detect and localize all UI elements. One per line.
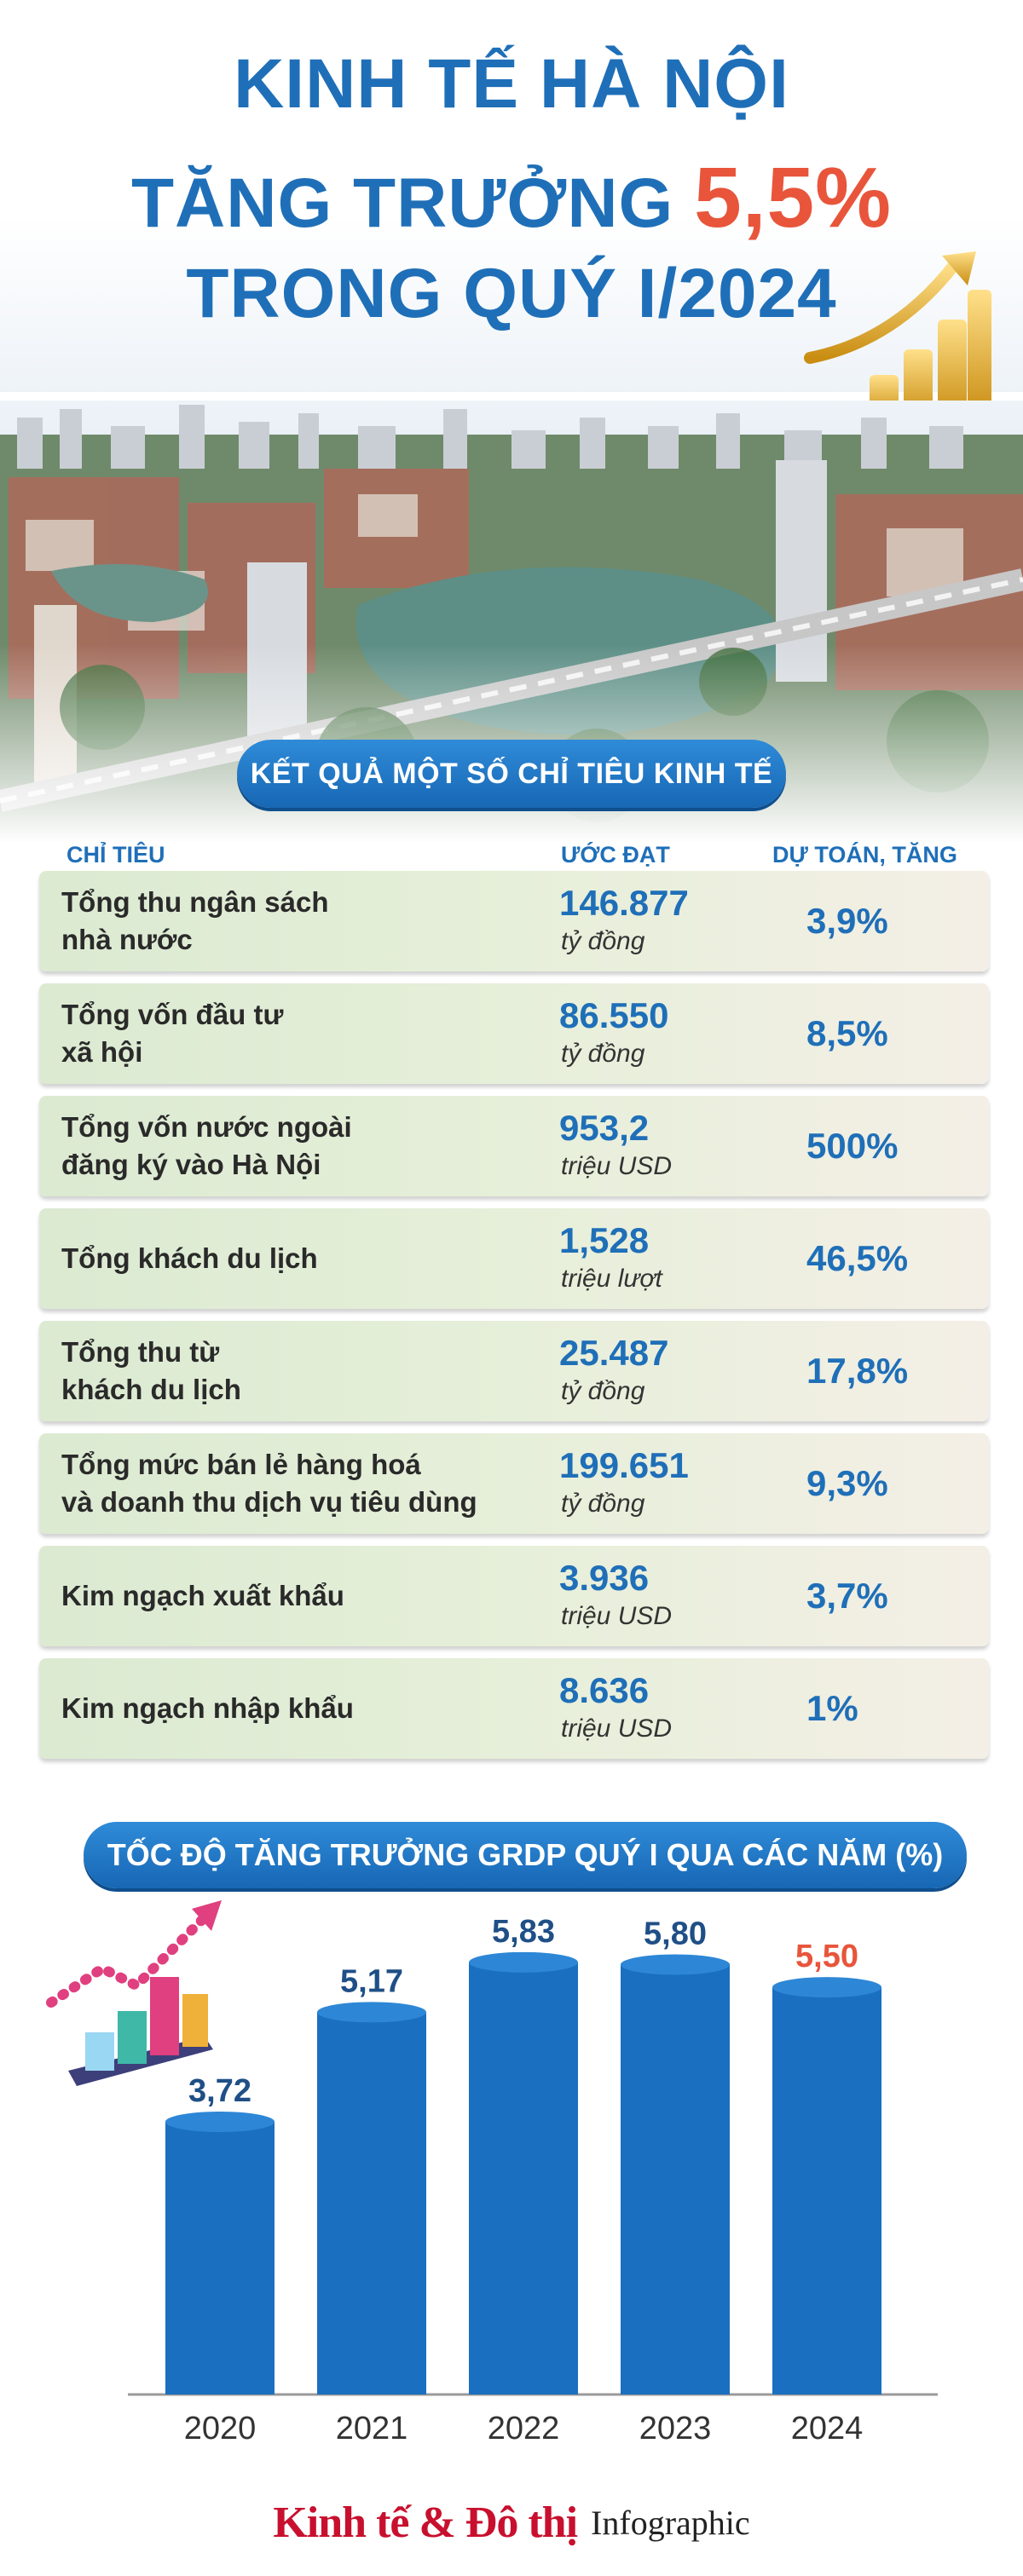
row-label: Tổng vốn đầu tư xã hội (61, 999, 284, 1068)
row-label: Tổng khách du lịch (61, 1242, 318, 1275)
row-unit: tỷ đồng (561, 927, 645, 955)
bar-cap-2020 (165, 2112, 275, 2132)
row-value: 86.550 (559, 995, 669, 1035)
bar-value-label: 5,17 (340, 1963, 403, 2000)
bar-2024 (772, 1987, 881, 2394)
brand-logo: Kinh tế & Đô thị (273, 2498, 578, 2547)
x-tick-label: 2022 (487, 2411, 560, 2446)
x-tick-label: 2021 (335, 2411, 408, 2446)
table-row (39, 871, 989, 971)
table-header-plan-increase: DỰ TOÁN, TĂNG (772, 842, 957, 867)
row-unit: tỷ đồng (561, 1377, 645, 1405)
row-percent: 500% (806, 1126, 899, 1166)
row-value: 8.636 (559, 1670, 650, 1710)
table-row (39, 1208, 989, 1309)
grdp-growth-bar-chart (0, 1892, 1023, 2454)
row-percent: 46,5% (806, 1238, 909, 1278)
table-header-estimate: ƯỚC ĐẠT (561, 842, 670, 867)
bar-2020 (165, 2122, 275, 2394)
row-label: Tổng mức bán lẻ hàng hoá và doanh thu dịch vụ tiêu dùng (61, 1449, 477, 1518)
row-label: Tổng vốn nước ngoài đăng ký vào Hà Nội (61, 1111, 352, 1180)
title-line-2-prefix: TĂNG TRƯỞNG (130, 164, 695, 242)
row-unit: tỷ đồng (561, 1490, 645, 1518)
x-tick-label: 2023 (639, 2411, 712, 2446)
bar-2022 (469, 1962, 578, 2394)
row-percent: 3,9% (806, 901, 888, 941)
table-row (39, 1658, 989, 1759)
bar-value-label: 5,80 (644, 1916, 707, 1952)
row-value: 25.487 (559, 1333, 669, 1373)
row-unit: triệu USD (561, 1602, 673, 1630)
bar-cap-2021 (317, 2002, 426, 2022)
row-value: 1,528 (559, 1220, 650, 1260)
row-percent: 9,3% (806, 1463, 888, 1503)
bar-cap-2023 (621, 1954, 730, 1974)
header (0, 0, 1023, 392)
table-header-indicator: CHỈ TIÊU (66, 842, 165, 867)
row-unit: triệu lượt (561, 1265, 662, 1293)
table-row (39, 1321, 989, 1421)
title-growth-highlight: 5,5% (694, 150, 893, 245)
x-tick-label: 2024 (790, 2411, 864, 2446)
row-label: Tổng thu từ khách du lịch (61, 1336, 241, 1405)
bar-2021 (317, 2012, 426, 2394)
row-label: Kim ngạch nhập khẩu (61, 1692, 354, 1725)
title-line-3: TRONG QUÝ I/2024 (186, 255, 837, 332)
row-percent: 8,5% (806, 1013, 888, 1053)
row-unit: triệu USD (561, 1714, 673, 1743)
row-unit: triệu USD (561, 1152, 673, 1180)
row-percent: 1% (806, 1688, 858, 1728)
section-title-economic-indicators: KẾT QUẢ MỘT SỐ CHỈ TIÊU KINH TẾ (237, 740, 786, 808)
bar-2023 (621, 1964, 730, 2394)
row-value: 199.651 (559, 1445, 689, 1485)
bar-value-label: 5,83 (492, 1913, 555, 1950)
row-percent: 17,8% (806, 1351, 909, 1391)
x-tick-label: 2020 (183, 2411, 257, 2446)
bar-value-label: 3,72 (188, 2073, 251, 2109)
table-row (39, 1546, 989, 1646)
gold-coins-arrow-icon (793, 247, 997, 426)
row-percent: 3,7% (806, 1576, 888, 1616)
title-line-2 (0, 149, 1023, 247)
row-unit: tỷ đồng (561, 1040, 645, 1068)
row-label: Kim ngạch xuất khẩu (61, 1580, 344, 1612)
table-row (39, 983, 989, 1084)
chart-title: TỐC ĐỘ TĂNG TRƯỞNG GRDP QUÝ I QUA CÁC NĂM (%) (84, 1822, 967, 1888)
row-value: 953,2 (559, 1108, 650, 1148)
table-row (39, 1433, 989, 1534)
bar-value-label: 5,50 (795, 1939, 858, 1975)
row-label: Tổng thu ngân sách nhà nước (61, 886, 329, 955)
footer (0, 2488, 1023, 2556)
row-value: 3.936 (559, 1558, 650, 1598)
bar-cap-2022 (469, 1952, 578, 1973)
title-line-1: KINH TẾ HÀ NỘI (234, 45, 789, 123)
row-value: 146.877 (559, 883, 689, 923)
table-row (39, 1096, 989, 1196)
brand-subtitle: Infographic (591, 2503, 750, 2542)
bar-cap-2024 (772, 1977, 881, 1997)
